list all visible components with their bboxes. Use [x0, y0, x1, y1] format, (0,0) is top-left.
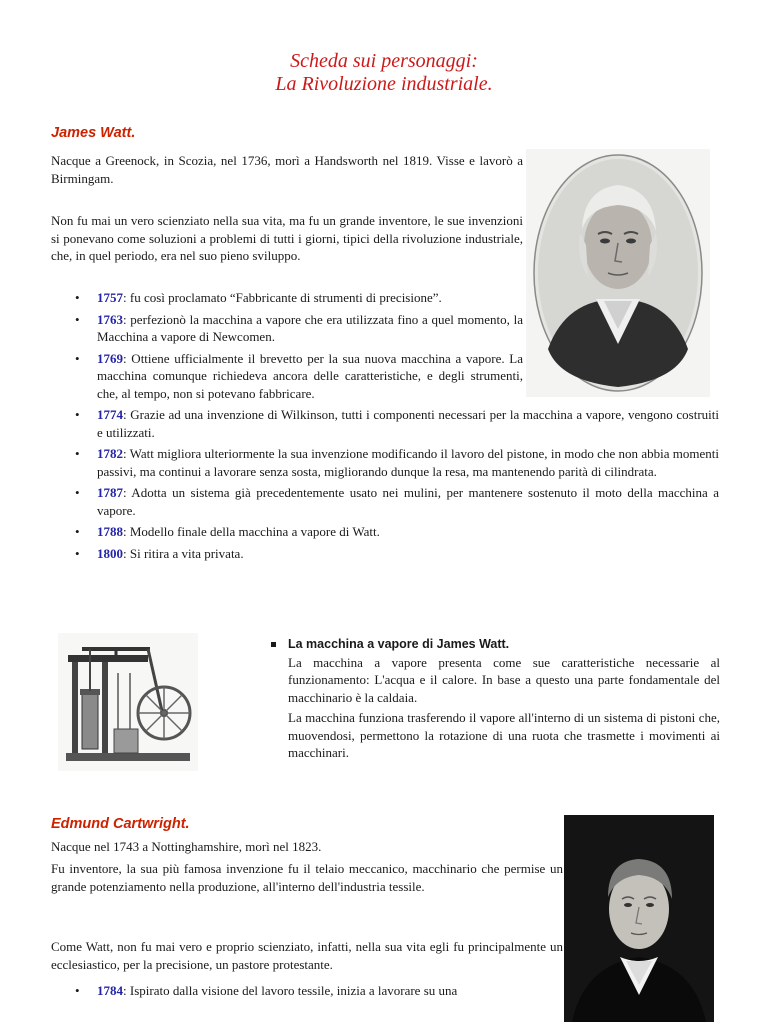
timeline-item	[51, 311, 523, 346]
timeline-item	[51, 545, 719, 563]
timeline-item	[51, 484, 719, 519]
timeline-text: : fu così proclamato “Fabbricante di strumenti di precisione”.	[123, 290, 442, 305]
timeline-item	[51, 406, 719, 441]
timeline-text: : Adotta un sistema già precedentemente usato nei mulini, per mantenere sostenuto il moto della macchina a vapore.	[97, 485, 719, 518]
cartwright-paragraph-1: Fu inventore, la sua più famosa invenzione fu il telaio meccanico, macchinario che permise un grande potenziamento nella produzione, all'interno dell'industria tessile.	[51, 861, 563, 894]
steam-engine-heading	[268, 636, 720, 654]
timeline-text: : perfezionò la macchina a vapore che era utilizzata fino a quel momento, la Macchina a vapore di Newcomen.	[97, 311, 523, 344]
timeline-year: 1788	[97, 524, 123, 539]
timeline-year: 1757	[97, 290, 123, 305]
timeline-item	[51, 982, 563, 1000]
timeline-item	[51, 289, 523, 307]
watt-intro: Nacque a Greenock, in Scozia, nel 1736, morì a Handsworth nel 1819. Visse e lavorò a Birmingam.	[51, 153, 523, 186]
document-title	[0, 50, 768, 96]
watt-description: Non fu mai un vero scienziato nella sua vita, ma fu un grande inventore, le sue invenzioni si ponevano come soluzioni a problemi di tutti i giorni, tipici della rivoluzione industriale, che, in quel periodo, era nel suo pieno sviluppo.	[51, 213, 523, 263]
timeline-year: 1800	[97, 545, 123, 561]
steam-engine-section	[268, 636, 720, 765]
timeline-text: : Grazie ad una invenzione di Wilkinson, tutti i componenti necessari per la macchina a vapore, vengono costruiti e utilizzati.	[97, 407, 719, 440]
timeline-year: 1784	[97, 983, 123, 998]
steam-engine-heading-text: La macchina a vapore di James Watt.	[288, 637, 510, 651]
timeline-text: : Si ritira a vita privata.	[123, 545, 244, 561]
timeline-year: 1787	[97, 485, 123, 500]
steam-engine-paragraph-1: La macchina a vapore presenta come sue caratteristiche necessarie al funzionamento: L'acqua e il calore. In base a questo una parte fondamentale del macchinario è la caldaia.	[288, 654, 720, 705]
timeline-year: 1782	[97, 446, 123, 461]
timeline-text: : Ottiene ufficialmente il brevetto per la sua nuova macchina a vapore. La macchina comunque richiedeva ancora delle caratteristiche, e degli strumenti, che, al tempo, non si potevano fabbricare.	[97, 350, 523, 401]
timeline-text: : Watt migliora ulteriormente la sua invenzione modificando il lavoro del pistone, in modo che non abbia momenti passivi, ma continui a lavorare senza sosta, migliorando dunque la resa, ma mantenendo parità di cilindrata.	[97, 446, 719, 479]
timeline-year: 1774	[97, 407, 123, 422]
cartwright-intro: Nacque nel 1743 a Nottinghamshire, morì nel 1823.	[51, 839, 322, 854]
cartwright-heading: Edmund Cartwright.	[51, 816, 190, 832]
timeline-item	[51, 523, 719, 541]
timeline-text: : Ispirato dalla visione del lavoro tessile, inizia a lavorare su una	[123, 983, 458, 998]
cartwright-portrait	[564, 815, 714, 1022]
timeline-year: 1769	[97, 350, 123, 366]
timeline-text: : Modello finale della macchina a vapore di Watt.	[123, 524, 380, 539]
watt-heading: James Watt.	[51, 125, 136, 141]
timeline-year: 1763	[97, 311, 123, 327]
title-line-1: Scheda sui personaggi:	[290, 50, 478, 72]
title-line-2: La Rivoluzione industriale.	[275, 73, 493, 95]
cartwright-timeline	[51, 982, 563, 1000]
steam-engine-paragraph-2: La macchina funziona trasferendo il vapore all'interno di un sistema di pistoni che, muovendosi, permettono la rotazione di una ruota che trasmette i movimenti ai macchinari.	[288, 710, 720, 760]
timeline-item	[51, 350, 523, 403]
timeline-item	[51, 445, 719, 480]
square-bullet-icon	[271, 642, 276, 647]
watt-timeline	[51, 289, 719, 566]
steam-engine-image	[58, 633, 198, 771]
cartwright-paragraph-2: Come Watt, non fu mai vero e proprio scienziato, infatti, nella sua vita egli fu principalmente un ecclesiastico, per la precisione, un pastore protestante.	[51, 939, 563, 972]
